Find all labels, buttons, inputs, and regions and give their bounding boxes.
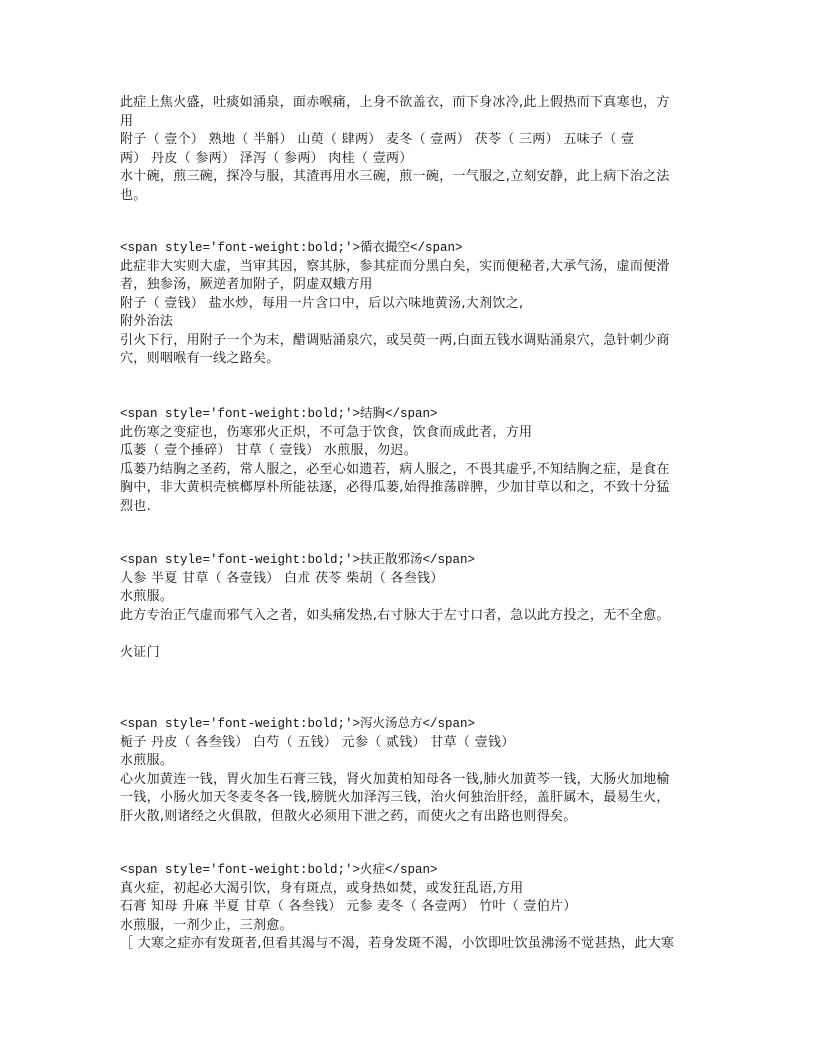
text-line: 真火症，初起必大渴引饮，身有斑点，或身热如焚，或发狂乱语,方用 bbox=[120, 880, 524, 896]
text-line: 水煎服。 bbox=[120, 753, 174, 768]
text-line: 此症上焦火盛，吐痰如涌泉，面赤喉痛，上身不欲盖衣，而下身冰冷,此上假热而下真寒也，方 bbox=[120, 95, 670, 110]
text-line: 水煎服，一剂少止，三剂愈。 bbox=[120, 917, 293, 933]
section-4 bbox=[120, 551, 710, 662]
text-line: 附子（ 壹个） 熟地（ 半斛） 山萸（ 肆两） 麦冬（ 壹两） 茯苓（ 三两） 五味子（ 壹 bbox=[120, 132, 635, 147]
section-heading: <span style='font-weight:bold;'>循衣撮空</span> bbox=[120, 241, 463, 255]
text-line: 瓜蒌（ 壹个捶碎） 甘草（ 壹钱） 水煎服，勿迟。 bbox=[120, 443, 418, 458]
text-line: 附外治法 bbox=[120, 314, 174, 329]
text-line: 此伤寒之变症也，伤寒邪火正炽，不可急于饮食，饮食而成此者，方用 bbox=[120, 424, 533, 440]
section-heading: <span style='font-weight:bold;'>泻火汤总方</span> bbox=[120, 717, 476, 731]
text-line: 一钱，小肠火加天冬麦冬各一钱,膀胱火加泽泻三钱，治火何独治肝经，盖肝属木，最易生火， bbox=[120, 790, 670, 805]
chapter-title: 火证门 bbox=[120, 644, 160, 660]
text-line: 石膏 知母 升麻 半夏 甘草（ 各叁钱） 元参 麦冬（ 各壹两） 竹叶（ 壹伯片） bbox=[120, 899, 577, 914]
text-line: 肝火散,则诸经之火俱散，但散火必须用下泄之药，而使火之有出路也则得矣。 bbox=[120, 808, 577, 824]
section-heading: <span style='font-weight:bold;'>结胸</span> bbox=[120, 407, 438, 421]
section-2 bbox=[120, 239, 710, 369]
section-heading: <span style='font-weight:bold;'>扶正散邪汤</span> bbox=[120, 553, 476, 567]
text-line: 用 bbox=[120, 113, 134, 129]
text-line: 附子（ 壹钱） 盐水炒，每用一片含口中，后以六味地黄汤,大剂饮之, bbox=[120, 295, 524, 311]
text-line: 胸中，非大黄枳壳槟榔厚朴所能祛逐，必得瓜蒌,始得推荡辟脾，少加甘草以和之，不致十分猛 bbox=[120, 480, 670, 495]
text-line bbox=[120, 625, 710, 644]
text-line: 也。 bbox=[120, 187, 147, 203]
text-line: 此症非大实则大虚，当审其因，察其脉，参其症而分黑白矣，实而便秘者,大承气汤，虚而便滑 bbox=[120, 258, 670, 274]
section-1 bbox=[120, 94, 710, 205]
text-line: ［ 大寒之症亦有发斑者,但看其渴与不渴，若身发斑不渴，小饮即吐饮虽沸汤不觉甚热，此大寒 bbox=[120, 936, 675, 951]
section-3 bbox=[120, 405, 710, 516]
section-heading: <span style='font-weight:bold;'>火症</span> bbox=[120, 863, 438, 877]
section-5 bbox=[120, 715, 710, 826]
text-line: 引火下行，用附子一个为末，醋调贴涌泉穴，或吴萸一两,白面五钱水调贴涌泉穴，急针刺少商 bbox=[120, 332, 670, 348]
text-line: 水十碗，煎三碗，探冷与服，其渣再用水三碗，煎一碗，一气服之,立刻安静，此上病下治之法 bbox=[120, 169, 670, 184]
text-line: 此方专治正气虚而邪气入之者，如头痛发热,右寸脉大于左寸口者，急以此方投之，无不全愈。 bbox=[120, 607, 670, 623]
text-line: 水煎服。 bbox=[120, 589, 174, 604]
section-6 bbox=[120, 861, 710, 954]
text-line: 瓜蒌乃结胸之圣药，常人服之，必至心如遗若，病人服之，不畏其虚乎,不知结胸之症，是食在 bbox=[120, 461, 670, 477]
text-line: 两） 丹皮（ 参两） 泽泻（ 参两） 肉桂（ 壹两） bbox=[120, 150, 413, 166]
text-line: 烈也. bbox=[120, 498, 152, 514]
text-line: 人参 半夏 甘草（ 各壹钱） 白朮 茯苓 柴胡（ 各叁钱） bbox=[120, 570, 444, 586]
text-line: 心火加黄连一钱，胃火加生石膏三钱，肾火加黄柏知母各一钱,肺火加黄芩一钱，大肠火加地榆 bbox=[120, 771, 670, 787]
text-line: 栀子 丹皮（ 各叁钱） 白芍（ 五钱） 元参（ 贰钱） 甘草（ 壹钱） bbox=[120, 734, 515, 750]
text-line: 者，独参汤，厥逆者加附子，阴虚双蛾方用 bbox=[120, 277, 373, 292]
text-line: 穴，则咽喉有一线之路矣。 bbox=[120, 351, 280, 366]
